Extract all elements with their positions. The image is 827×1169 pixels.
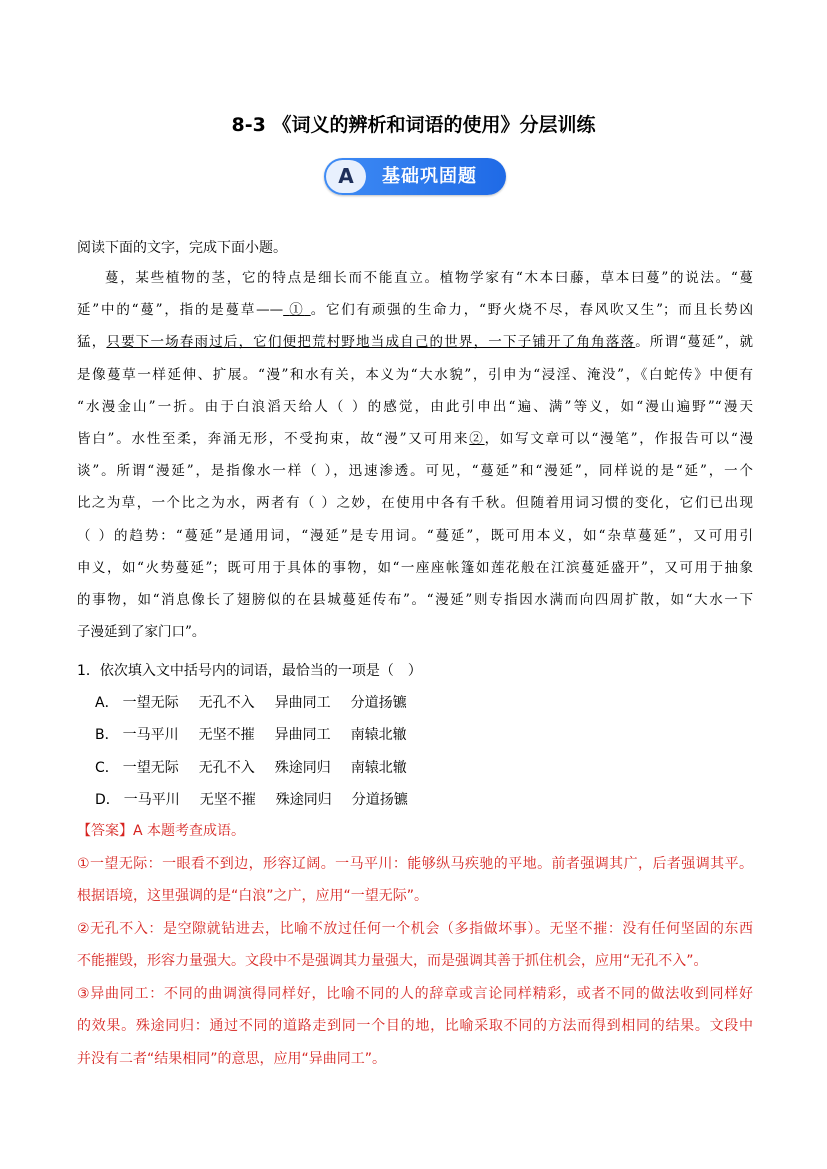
option-word: 无坚不摧 bbox=[198, 727, 255, 743]
answer-line bbox=[77, 815, 753, 848]
blank-1 bbox=[283, 302, 311, 318]
passage-line: 蔓，某些植物的茎，它的特点是细长而不能直立。植物学家有“木本曰藤，草本曰蔓”的说法。“蔓 bbox=[105, 270, 753, 286]
passage-line bbox=[77, 326, 753, 358]
passage-line: 子漫延到了家门口”。 bbox=[77, 624, 206, 641]
option-word: 无坚不摧 bbox=[199, 792, 256, 808]
badge-letter: A bbox=[326, 160, 366, 193]
blank-2-marker: ② bbox=[469, 430, 485, 447]
answer-tag: 【答案】 bbox=[77, 823, 133, 839]
option-word: 殊途同归 bbox=[275, 792, 332, 808]
option-word: 异曲同工 bbox=[274, 695, 331, 711]
blank-2 bbox=[469, 431, 484, 447]
option-word: 殊途同归 bbox=[274, 760, 331, 776]
option-letter: A． bbox=[95, 695, 119, 711]
passage-line-text: 延”中的“蔓”，指的是蔓草—— bbox=[77, 302, 284, 319]
passage-line-text: 。它们有顽强的生命力，“野火烧不尽，春风吹又生”；而且长势凶 bbox=[310, 302, 753, 319]
answer-line: ①一望无际：一眼看不到边，形容辽阔。一马平川：能够纵马疾驰的平地。前者强调其广，后者强调其平。 bbox=[77, 855, 753, 872]
page-title: 8-3 《词义的辨析和词语的使用》分层训练 bbox=[231, 114, 596, 136]
option-c[interactable] bbox=[95, 757, 427, 777]
passage-line: “水漫金山”一折。由于白浪滔天给人（ ）的感觉，由此引申出“遍、满”等义，如“漫山遍野”“漫天 bbox=[77, 398, 753, 415]
answer-line-text: A 本题考查成语。 bbox=[133, 823, 246, 839]
passage-line: 申义，如“火势蔓延”；既可用于具体的事物，如“一座座帐篷如莲花般在江滨蔓延盛开”，又可用于抽象 bbox=[77, 559, 753, 576]
blank-1-marker: ① bbox=[289, 302, 305, 319]
answer-explanation bbox=[77, 815, 753, 1075]
option-letter: D． bbox=[95, 792, 120, 808]
passage-line bbox=[77, 423, 753, 455]
passage-line: 比之为草，一个比之为水，两者有（ ）之妙，在使用中各有千秋。但随着用词习惯的变化，它们已出现 bbox=[77, 495, 753, 512]
option-letter: B． bbox=[95, 727, 119, 743]
passage-line-text: 。所谓“蔓延”，就 bbox=[635, 334, 753, 351]
passage-line: 谈”。所谓“漫延”，是指像水一样（ ），迅速渗透。可见，“蔓延”和“漫延”，同样说的是“延”，一个 bbox=[77, 463, 753, 480]
passage-line-text: 皆白”。水性至柔，奔涌无形，不受拘束，故“漫”又可用来 bbox=[77, 430, 470, 447]
answer-line: 根据语境，这里强调的是“白浪”之广，应用“一望无际”。 bbox=[77, 888, 429, 904]
option-word: 一望无际 bbox=[122, 760, 179, 776]
passage-line-text: ，如写文章可以“漫笔”，作报告可以“漫 bbox=[484, 430, 753, 447]
option-a[interactable] bbox=[95, 692, 427, 712]
section-badge bbox=[324, 158, 506, 195]
passage-line: （ ）的趋势：“蔓延”是通用词，“漫延”是专用词。“蔓延”，既可用本义，如“杂草蔓延”，又可用引 bbox=[77, 527, 753, 544]
passage-line: 是像蔓草一样延伸、扩展。“漫”和水有关，本义为“大水貌”，引申为“浸淫、淹没”，《白蛇传》中便有 bbox=[77, 366, 753, 383]
option-word: 南辕北辙 bbox=[350, 727, 407, 743]
passage-line: 的事物，如“消息像长了翅膀似的在县城蔓延传布”。“漫延”则专指因水满而向四周扩散，如“大水一下 bbox=[77, 591, 753, 608]
underlined-sentence: 只要下一场春雨过后，它们便把荒村野地当成自己的世界，一下子铺开了角角落落 bbox=[106, 334, 636, 351]
option-word: 分道扬镳 bbox=[350, 695, 407, 711]
option-word: 无孔不入 bbox=[198, 695, 255, 711]
passage-line bbox=[77, 294, 753, 326]
option-word: 一望无际 bbox=[122, 695, 179, 711]
answer-line: ③异曲同工：不同的曲调演得同样好，比喻不同的人的辞章或言论同样精彩，或者不同的做法收到同样好 bbox=[77, 985, 753, 1002]
option-word: 异曲同工 bbox=[274, 727, 331, 743]
answer-line: ②无孔不入：是空隙就钻进去，比喻不放过任何一个机会（多指做坏事）。无坚不摧：没有任何坚固的东西 bbox=[77, 920, 753, 937]
reading-passage bbox=[77, 262, 753, 648]
option-letter: C． bbox=[95, 760, 119, 776]
option-word: 一马平川 bbox=[122, 727, 179, 743]
question-stem: 1．依次填入文中括号内的词语，最恰当的一项是（ ） bbox=[77, 663, 422, 679]
option-d[interactable] bbox=[95, 789, 428, 809]
option-word: 分道扬镳 bbox=[351, 792, 408, 808]
option-word: 一马平川 bbox=[123, 792, 180, 808]
option-word: 南辕北辙 bbox=[350, 760, 407, 776]
option-b[interactable] bbox=[95, 724, 427, 744]
passage-line-text: 猛， bbox=[77, 334, 107, 351]
answer-line: 并没有二者“结果相同”的意思，应用“异曲同工”。 bbox=[77, 1050, 387, 1067]
badge-text: 基础巩固题 bbox=[382, 166, 477, 187]
answer-line: 不能摧毁，形容力量强大。文段中不是强调其力量强大，而是强调其善于抓住机会，应用“无孔不入”。 bbox=[77, 953, 708, 969]
option-word: 无孔不入 bbox=[198, 760, 255, 776]
answer-line: 的效果。殊途同归：通过不同的道路走到同一个目的地，比喻采取不同的方法而得到相同的结果。文段中 bbox=[77, 1018, 753, 1034]
reading-instruction: 阅读下面的文字，完成下面小题。 bbox=[77, 240, 287, 256]
